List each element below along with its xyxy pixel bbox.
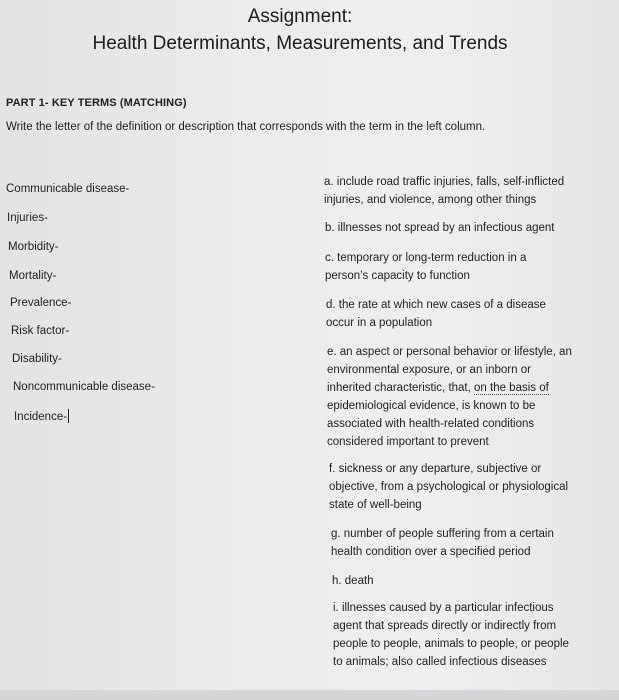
term-morbidity: Morbidity- xyxy=(8,241,59,253)
part-heading: PART 1- KEY TERMS (MATCHING) xyxy=(6,97,187,109)
definition-e xyxy=(327,343,612,451)
spellcheck-underlined-phrase: on the basis of xyxy=(474,382,549,394)
definition-e-line-1: e. an aspect or personal behavior or lifestyle, an xyxy=(327,346,572,358)
definition-d-line-1: d. the rate at which new cases of a disease xyxy=(326,299,546,311)
definition-f-line-3: state of well-being xyxy=(329,499,422,511)
definition-d xyxy=(326,296,611,332)
definition-i-line-2: agent that spreads directly or indirectly from xyxy=(333,620,557,632)
definition-e-line-3 xyxy=(327,379,612,397)
definition-h xyxy=(332,572,617,590)
term-injuries: Injuries- xyxy=(7,212,48,224)
definition-g xyxy=(331,525,616,561)
instructions: Write the letter of the definition or description that corresponds with the term in the left column. xyxy=(6,121,486,133)
definition-c-line-2: person’s capacity to function xyxy=(325,270,470,282)
term-incidence-label: Incidence- xyxy=(14,411,68,423)
definition-i-line-3: people to people, animals to people, or people xyxy=(333,638,569,650)
definition-e-line-2: environmental exposure, or an inborn or xyxy=(327,364,531,376)
page-bottom-edge xyxy=(0,690,619,700)
term-mortality: Mortality- xyxy=(9,270,57,282)
text-cursor xyxy=(68,409,69,423)
definition-e-line-3-text: inherited characteristic, that, xyxy=(327,382,475,394)
term-noncommunicable-disease: Noncommunicable disease- xyxy=(13,381,155,393)
document-subtitle: Health Determinants, Measurements, and Trends xyxy=(92,33,508,54)
definition-c-line-1: c. temporary or long-term reduction in a xyxy=(325,252,527,264)
definition-i-line-4: to animals; also called infectious diseases xyxy=(333,656,547,668)
definition-i xyxy=(333,599,618,671)
definition-a xyxy=(324,173,609,209)
document-title: Assignment: xyxy=(247,6,353,27)
term-incidence[interactable] xyxy=(14,409,69,423)
definition-f-line-2: objective, from a psychological or physiological xyxy=(329,481,569,493)
definition-i-line-1: i. illnesses caused by a particular infectious xyxy=(333,602,554,614)
definition-b-line-1: b. illnesses not spread by an infectious agent xyxy=(325,222,555,234)
term-risk-factor: Risk factor- xyxy=(11,325,70,337)
definition-g-line-2: health condition over a specified period xyxy=(331,546,531,558)
definition-g-line-1: g. number of people suffering from a certain xyxy=(331,528,554,540)
definition-d-line-2: occur in a population xyxy=(326,317,433,329)
definition-e-line-4: epidemiological evidence, is known to be xyxy=(327,400,536,412)
term-prevalence: Prevalence- xyxy=(10,297,72,309)
definition-e-line-6: considered important to prevent xyxy=(327,436,489,448)
definition-b xyxy=(325,219,610,237)
definition-e-line-5: associated with health-related conditions xyxy=(327,418,535,430)
definition-f-line-1: f. sickness or any departure, subjective or xyxy=(329,463,542,475)
definition-f xyxy=(329,460,614,514)
definition-c xyxy=(325,249,610,285)
definition-a-line-2: injuries, and violence, among other things xyxy=(324,194,537,206)
term-communicable-disease: Communicable disease- xyxy=(6,183,130,195)
definition-a-line-1: a. include road traffic injuries, falls, self-inflicted xyxy=(324,176,565,188)
definition-h-line-1: h. death xyxy=(332,575,374,587)
term-disability: Disability- xyxy=(12,353,62,365)
